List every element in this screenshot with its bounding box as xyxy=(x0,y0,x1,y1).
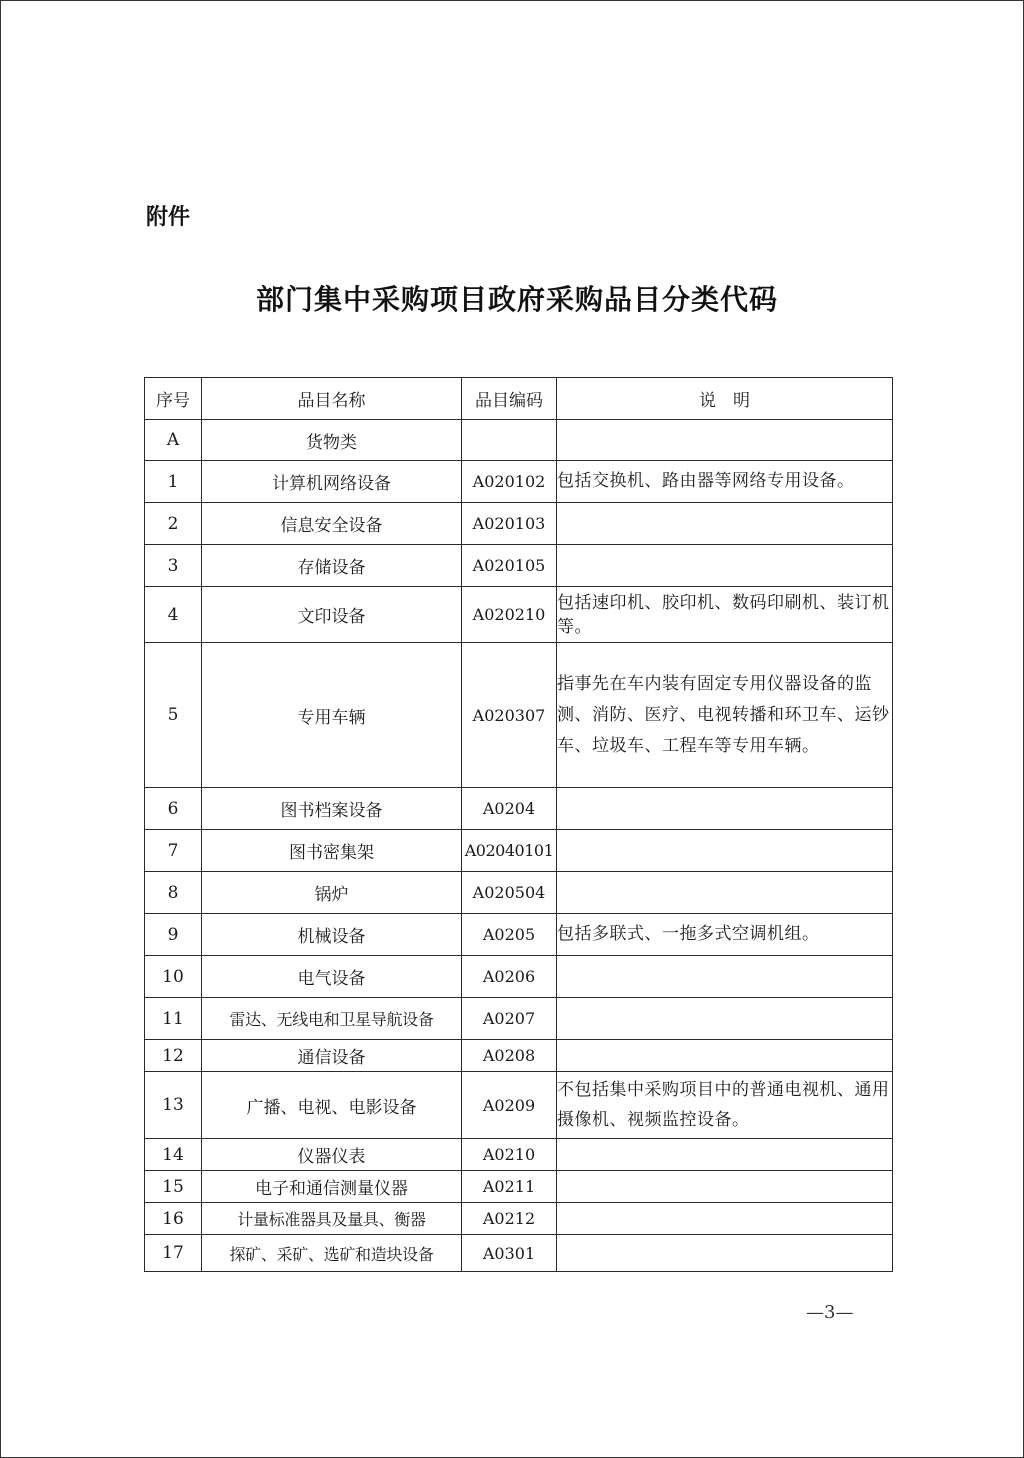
cell-seq: 15 xyxy=(145,1171,202,1203)
cell-name: 信息安全设备 xyxy=(202,503,462,545)
cell-code: A0204 xyxy=(462,788,557,830)
cell-seq: 12 xyxy=(145,1040,202,1072)
cell-seq: 17 xyxy=(145,1235,202,1272)
cell-name: 存储设备 xyxy=(202,545,462,587)
cell-desc xyxy=(557,1171,893,1203)
cell-desc: 不包括集中采购项目中的普通电视机、通用摄像机、视频监控设备。 xyxy=(557,1072,893,1139)
header-desc: 说 明 xyxy=(557,378,893,420)
cell-code: A0209 xyxy=(462,1072,557,1139)
cell-seq: 1 xyxy=(145,461,202,503)
cell-seq: 2 xyxy=(145,503,202,545)
table-row xyxy=(145,914,893,956)
table-row xyxy=(145,956,893,998)
cell-code: A020102 xyxy=(462,461,557,503)
cell-seq: 6 xyxy=(145,788,202,830)
cell-desc xyxy=(557,503,893,545)
cell-code: A0211 xyxy=(462,1171,557,1203)
cell-name: 图书档案设备 xyxy=(202,788,462,830)
table-row xyxy=(145,872,893,914)
document-title: 部门集中采购项目政府采购品目分类代码 xyxy=(255,283,778,316)
cell-desc xyxy=(557,788,893,830)
cell-seq: A xyxy=(145,420,202,461)
table-row xyxy=(145,998,893,1040)
page-number: —3— xyxy=(806,1302,854,1323)
cell-name: 专用车辆 xyxy=(202,643,462,788)
cell-name: 探矿、采矿、选矿和造块设备 xyxy=(202,1235,462,1272)
cell-name: 电气设备 xyxy=(202,956,462,998)
cell-seq: 14 xyxy=(145,1139,202,1171)
table-row xyxy=(145,1040,893,1072)
cell-seq: 5 xyxy=(145,643,202,788)
cell-desc xyxy=(557,420,893,461)
table-row xyxy=(145,461,893,503)
cell-name: 锅炉 xyxy=(202,872,462,914)
cell-desc xyxy=(557,830,893,872)
cell-code xyxy=(462,420,557,461)
cell-code: A02040101 xyxy=(462,830,557,872)
attachment-label: 附件 xyxy=(146,205,191,230)
table-row xyxy=(145,420,893,461)
table-header-row xyxy=(145,378,893,420)
cell-code: A020103 xyxy=(462,503,557,545)
catalog-table xyxy=(144,377,893,1272)
cell-code: A020307 xyxy=(462,643,557,788)
table-row xyxy=(145,1235,893,1272)
cell-code: A0210 xyxy=(462,1139,557,1171)
cell-desc xyxy=(557,1139,893,1171)
table-row xyxy=(145,788,893,830)
cell-desc xyxy=(557,998,893,1040)
header-seq: 序号 xyxy=(145,378,202,420)
cell-seq: 8 xyxy=(145,872,202,914)
cell-desc: 包括交换机、路由器等网络专用设备。 xyxy=(557,461,893,503)
table-row xyxy=(145,1171,893,1203)
cell-name: 仪器仪表 xyxy=(202,1139,462,1171)
cell-name: 货物类 xyxy=(202,420,462,461)
cell-desc: 包括速印机、胶印机、数码印刷机、装订机等。 xyxy=(557,587,893,643)
cell-seq: 13 xyxy=(145,1072,202,1139)
cell-name: 图书密集架 xyxy=(202,830,462,872)
table-row xyxy=(145,643,893,788)
cell-code: A020210 xyxy=(462,587,557,643)
cell-name: 雷达、无线电和卫星导航设备 xyxy=(202,998,462,1040)
header-name: 品目名称 xyxy=(202,378,462,420)
header-code: 品目编码 xyxy=(462,378,557,420)
table-row xyxy=(145,1203,893,1235)
cell-name: 计算机网络设备 xyxy=(202,461,462,503)
cell-desc xyxy=(557,956,893,998)
table-row xyxy=(145,830,893,872)
cell-seq: 16 xyxy=(145,1203,202,1235)
cell-seq: 4 xyxy=(145,587,202,643)
cell-desc xyxy=(557,1235,893,1272)
cell-code: A020105 xyxy=(462,545,557,587)
table-row xyxy=(145,587,893,643)
table-row xyxy=(145,1072,893,1139)
cell-seq: 3 xyxy=(145,545,202,587)
cell-code: A0208 xyxy=(462,1040,557,1072)
cell-name: 文印设备 xyxy=(202,587,462,643)
cell-code: A0206 xyxy=(462,956,557,998)
cell-code: A020504 xyxy=(462,872,557,914)
cell-name: 电子和通信测量仪器 xyxy=(202,1171,462,1203)
cell-desc: 指事先在车内装有固定专用仪器设备的监测、消防、医疗、电视转播和环卫车、运钞车、垃圾车、工程车等专用车辆。 xyxy=(557,643,893,788)
cell-desc xyxy=(557,545,893,587)
cell-desc: 包括多联式、一拖多式空调机组。 xyxy=(557,914,893,956)
cell-seq: 9 xyxy=(145,914,202,956)
cell-code: A0301 xyxy=(462,1235,557,1272)
table-row xyxy=(145,503,893,545)
cell-seq: 10 xyxy=(145,956,202,998)
cell-name: 广播、电视、电影设备 xyxy=(202,1072,462,1139)
table-row xyxy=(145,545,893,587)
cell-name: 机械设备 xyxy=(202,914,462,956)
table-row xyxy=(145,1139,893,1171)
cell-seq: 7 xyxy=(145,830,202,872)
cell-code: A0205 xyxy=(462,914,557,956)
cell-name: 计量标准器具及量具、衡器 xyxy=(202,1203,462,1235)
cell-seq: 11 xyxy=(145,998,202,1040)
cell-code: A0207 xyxy=(462,998,557,1040)
cell-desc xyxy=(557,872,893,914)
cell-name: 通信设备 xyxy=(202,1040,462,1072)
cell-desc xyxy=(557,1040,893,1072)
cell-desc xyxy=(557,1203,893,1235)
cell-code: A0212 xyxy=(462,1203,557,1235)
